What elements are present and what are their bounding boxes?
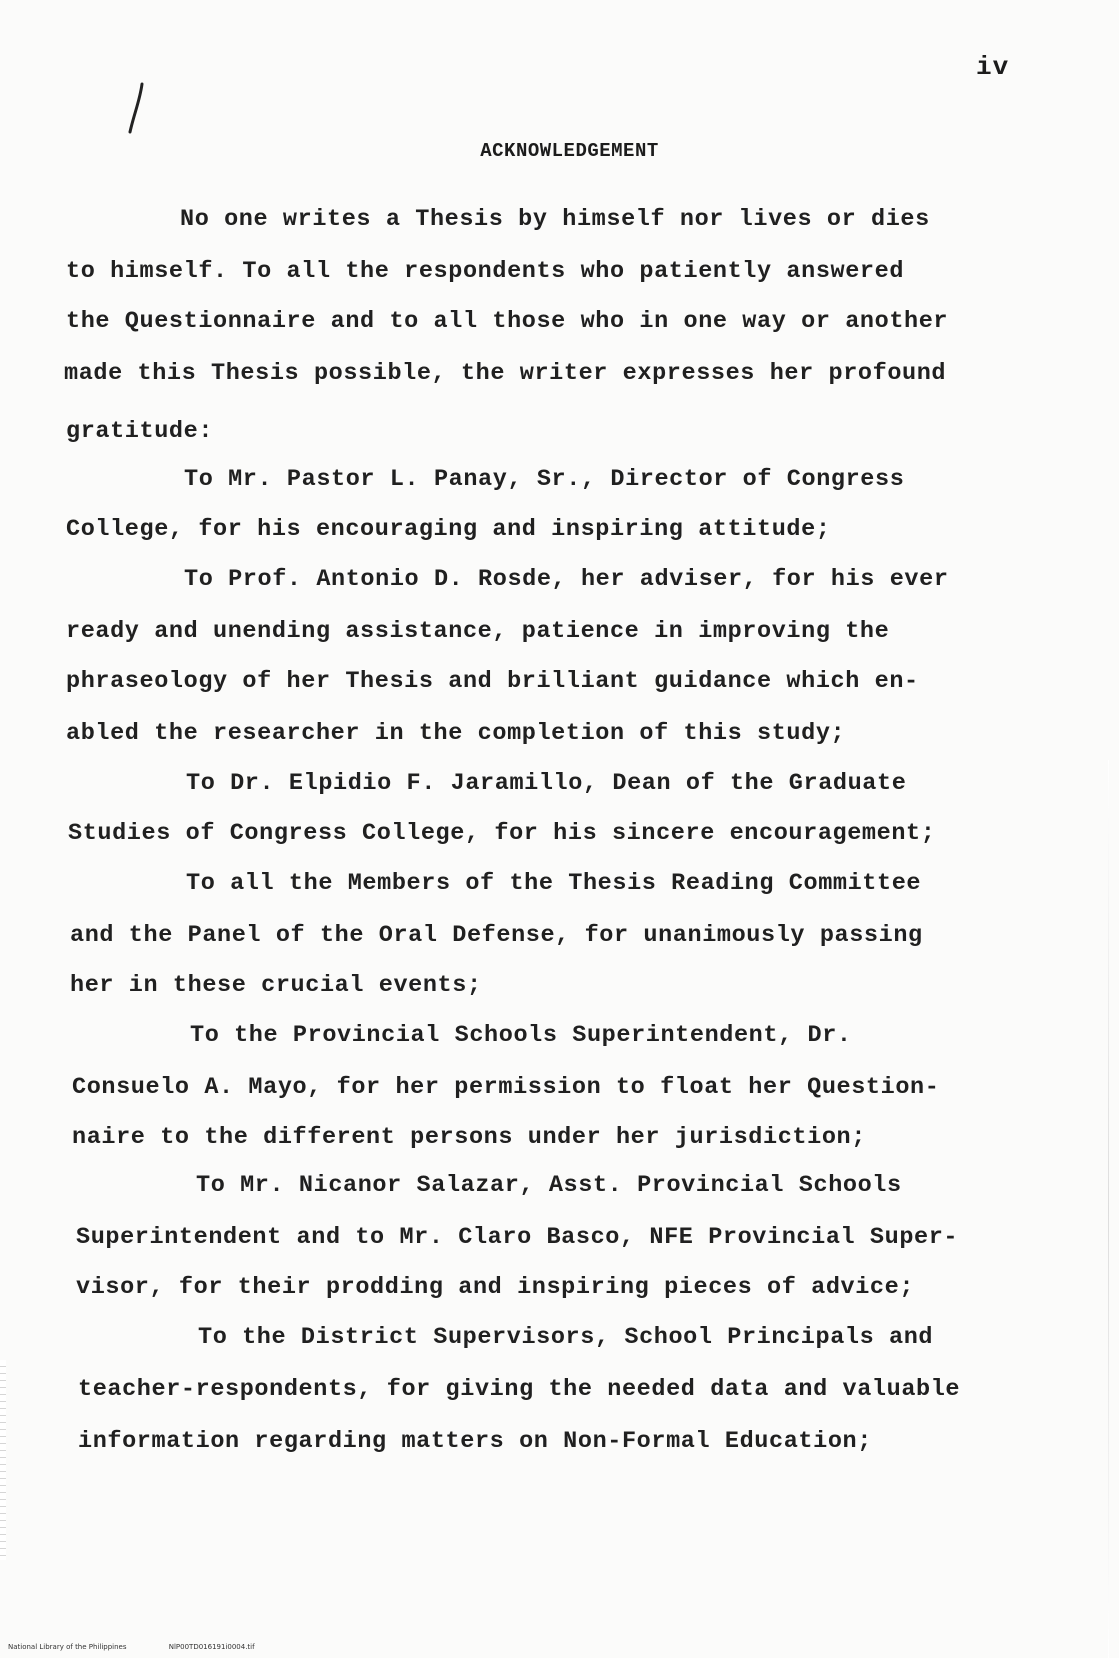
paragraph-line: To all the Members of the Thesis Reading Committee <box>186 870 922 897</box>
paragraph-line: teacher-respondents, for giving the needed data and valuable <box>78 1376 961 1403</box>
paragraph-line: Consuelo A. Mayo, for her permission to float her Question- <box>72 1074 940 1101</box>
paragraph-line: visor, for their prodding and inspiring pieces of advice; <box>76 1274 915 1301</box>
scan-footer <box>8 1643 295 1651</box>
paragraph-line: her in these crucial events; <box>70 972 482 999</box>
paragraph-line: To the District Supervisors, School Principals and <box>198 1324 934 1351</box>
paragraph-line: made this Thesis possible, the writer expresses her profound <box>64 360 947 387</box>
paragraph-line: Studies of Congress College, for his sincere encouragement; <box>68 820 936 847</box>
paragraph-line: To Dr. Elpidio F. Jaramillo, Dean of the Graduate <box>186 770 907 797</box>
paragraph-line: and the Panel of the Oral Defense, for unanimously passing <box>70 922 923 949</box>
paragraph-line: to himself. To all the respondents who patiently answered <box>66 258 905 285</box>
footer-file: NlP00TD016191i0004.tif <box>168 1643 255 1651</box>
footer-library: National Library of the Philippines <box>8 1643 127 1651</box>
page-number: iv <box>976 52 1010 82</box>
paragraph-line: To the Provincial Schools Superintendent, Dr. <box>190 1022 852 1049</box>
paragraph-line: the Questionnaire and to all those who in one way or another <box>66 308 949 335</box>
page-title: ACKNOWLEDGEMENT <box>480 140 659 162</box>
paragraph-line: gratitude: <box>66 418 214 445</box>
paragraph-line: College, for his encouraging and inspiring attitude; <box>66 516 831 543</box>
paragraph-line: Superintendent and to Mr. Claro Basco, NFE Provincial Super- <box>76 1224 959 1251</box>
paragraph-line: information regarding matters on Non-Formal Education; <box>78 1428 872 1455</box>
paragraph-line: abled the researcher in the completion of this study; <box>66 720 846 747</box>
paragraph-line: To Mr. Pastor L. Panay, Sr., Director of Congress <box>184 466 905 493</box>
paragraph-line: No one writes a Thesis by himself nor lives or dies <box>180 206 930 233</box>
paragraph-line: To Mr. Nicanor Salazar, Asst. Provincial Schools <box>196 1172 902 1199</box>
paragraph-line: phraseology of her Thesis and brilliant guidance which en- <box>66 668 919 695</box>
paragraph-line: ready and unending assistance, patience in improving the <box>66 618 890 645</box>
paragraph-line: naire to the different persons under her jurisdiction; <box>72 1124 866 1151</box>
scan-artifact <box>1108 760 1109 1660</box>
scan-edge-speckle <box>0 1360 6 1560</box>
pen-stroke-mark <box>120 80 160 140</box>
paragraph-line: To Prof. Antonio D. Rosde, her adviser, for his ever <box>184 566 949 593</box>
